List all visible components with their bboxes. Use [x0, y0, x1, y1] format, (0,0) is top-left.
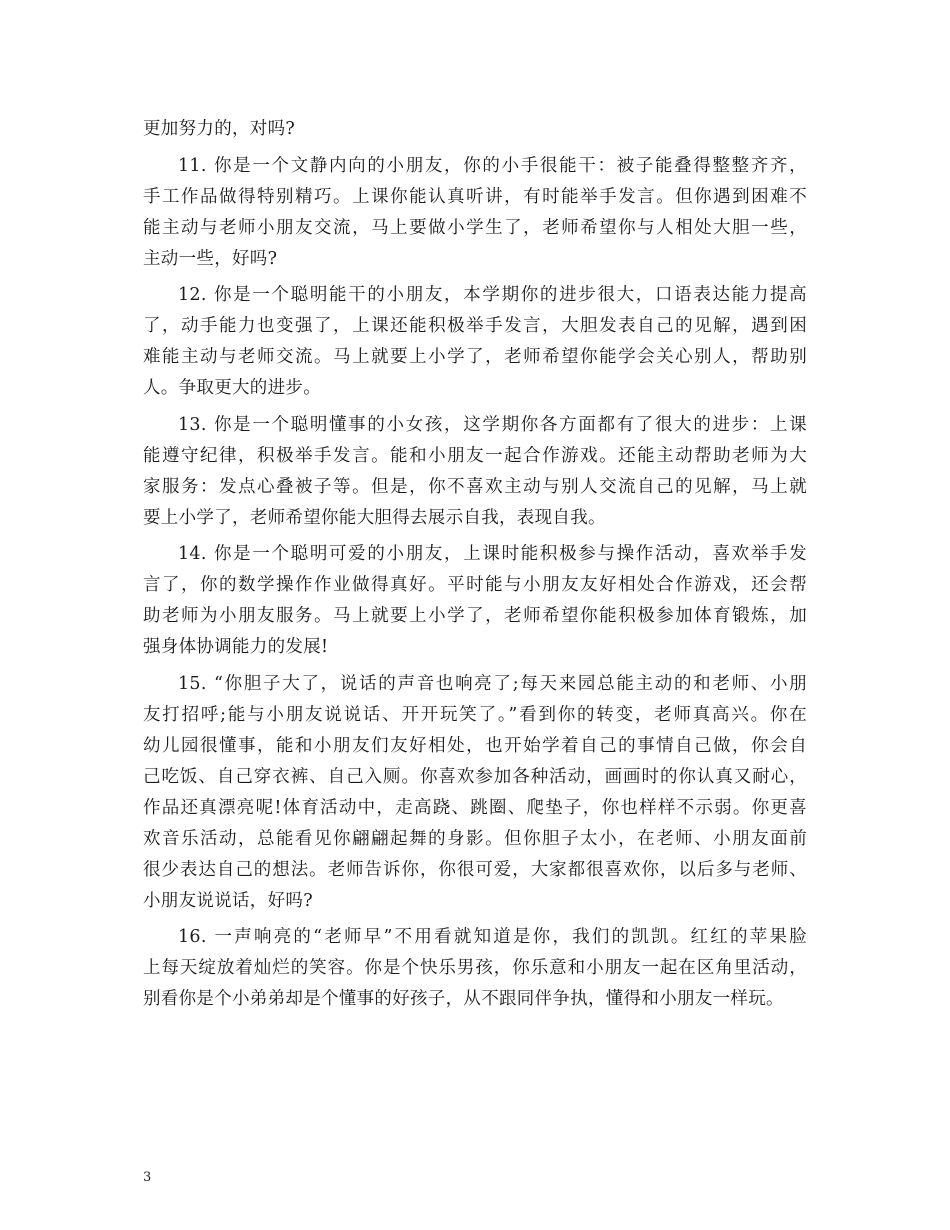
text-line: 言了，你的数学操作作业做得真好。平时能与小朋友友好相处合作游戏，还会帮	[143, 575, 807, 595]
text-line: 13. 你是一个聪明懂事的小女孩，这学期你各方面都有了很大的进步：上课	[178, 414, 807, 435]
text-line: 很少表达自己的想法。老师告诉你，你很可爱，大家都很喜欢你，以后多与老师、	[143, 859, 807, 880]
text-line: 己吃饭、自己穿衣裤、自己入厕。你喜欢参加各种活动，画画时的你认真又耐心，	[143, 766, 807, 787]
text-line: 更加努力的，对吗?	[143, 119, 296, 139]
paragraph-p11	[143, 151, 807, 275]
text-line: 助老师为小朋友服务。马上就要上小学了，老师希望你能积极参加体育锻炼，加	[143, 606, 807, 626]
paragraph-p14	[143, 539, 807, 663]
text-line: 11. 你是一个文静内向的小朋友，你的小手很能干：被子能叠得整整齐齐，	[178, 155, 807, 176]
text-line: 别看你是个小弟弟却是个懂事的好孩子，从不跟同伴争执，懂得和小朋友一样玩。	[143, 989, 784, 1009]
text-line: 强身体协调能力的发展!	[143, 637, 329, 657]
text-line: 能主动与老师小朋友交流，马上要做小学生了，老师希望你与人相处大胆一些，	[143, 217, 807, 238]
text-line: 主动一些，好吗?	[143, 248, 278, 269]
text-line: 家服务：发点心叠被子等。但是，你不喜欢主动与别人交流自己的见解，马上就	[143, 476, 807, 497]
text-line: 小朋友说说话，好吗?	[143, 890, 313, 911]
text-line: 人。争取更大的进步。	[143, 378, 321, 398]
text-line: 友打招呼;能与小朋友说说话、开开玩笑了。”看到你的转变，老师真高兴。你在	[143, 704, 807, 725]
text-line: 作品还真漂亮呢!体育活动中，走高跷、跳圈、爬垫子，你也样样不示弱。你更喜	[143, 797, 807, 818]
text-line: 幼儿园很懂事，能和小朋友们友好相处，也开始学着自己的事情自己做，你会自	[143, 735, 807, 756]
paragraph-p13	[143, 410, 807, 534]
text-line: 要上小学了，老师希望你能大胆得去展示自我，表现自我。	[143, 507, 606, 528]
text-line: 能遵守纪律，积极举手发言。能和小朋友一起合作游戏。还能主动帮助老师为大	[143, 445, 807, 466]
text-line: 16. 一声响亮的“老师早”不用看就知道是你，我们的凯凯。红红的苹果脸	[178, 927, 807, 947]
paragraph-p10-tail	[143, 114, 807, 145]
text-line: 难能主动与老师交流。马上就要上小学了，老师希望你能学会关心别人，帮助别	[143, 347, 807, 367]
paragraph-p12	[143, 280, 807, 404]
text-line: 12. 你是一个聪明能干的小朋友，本学期你的进步很大，口语表达能力提高	[178, 285, 807, 305]
text-line: 欢音乐活动，总能看见你翩翩起舞的身影。但你胆子太小，在老师、小朋友面前	[143, 828, 807, 849]
text-line: 14. 你是一个聪明可爱的小朋友，上课时能积极参与操作活动，喜欢举手发	[178, 544, 807, 564]
paragraph-p15	[143, 669, 807, 917]
document-body	[143, 114, 807, 1015]
page-number: 3	[143, 1170, 152, 1185]
text-line: 了，动手能力也变强了，上课还能积极举手发言，大胆发表自己的见解，遇到困	[143, 316, 807, 336]
text-line: 上每天绽放着灿烂的笑容。你是个快乐男孩，你乐意和小朋友一起在区角里活动，	[143, 958, 807, 978]
text-line: 手工作品做得特别精巧。上课你能认真听讲，有时能举手发言。但你遇到困难不	[143, 186, 807, 207]
paragraph-p16	[143, 922, 807, 1015]
text-line: 15. “你胆子大了，说话的声音也响亮了;每天来园总能主动的和老师、小朋	[178, 673, 807, 694]
